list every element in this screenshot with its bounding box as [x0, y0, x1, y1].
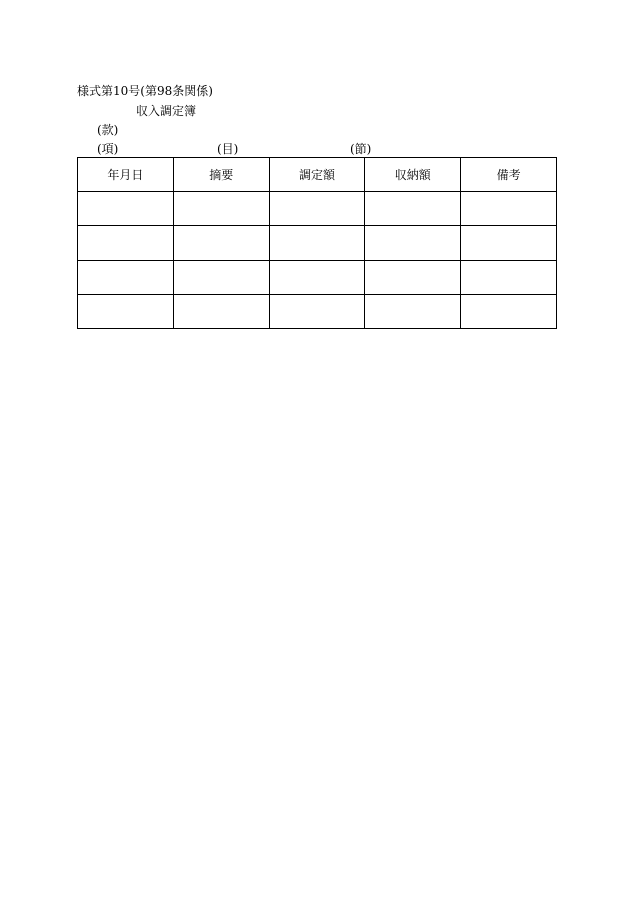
field-label-moku: (目): [217, 142, 239, 156]
field-label-setsu: (節): [350, 142, 372, 156]
table-cell: [269, 192, 365, 226]
table-cell: [461, 294, 557, 328]
header-remarks: 備考: [461, 158, 557, 192]
table-cell: [269, 294, 365, 328]
table-cell: [365, 294, 461, 328]
table-header-row: [78, 158, 557, 192]
field-label-kou: (項): [97, 142, 119, 156]
header-date: 年月日: [78, 158, 174, 192]
table-cell: [269, 226, 365, 260]
header-summary: 摘要: [173, 158, 269, 192]
table-row: [78, 294, 557, 328]
table-cell: [365, 260, 461, 294]
table-cell: [461, 226, 557, 260]
table-cell: [365, 192, 461, 226]
table-cell: [365, 226, 461, 260]
table-cell: [173, 192, 269, 226]
table-cell: [173, 226, 269, 260]
table-cell: [78, 294, 174, 328]
table-cell: [78, 226, 174, 260]
table-cell: [461, 260, 557, 294]
table-cell: [173, 294, 269, 328]
table-cell: [78, 192, 174, 226]
header-received-amount: 収納額: [365, 158, 461, 192]
table-cell: [173, 260, 269, 294]
table-row: [78, 226, 557, 260]
form-number: 様式第10号(第98条関係): [77, 84, 213, 98]
revenue-ledger-table: [77, 157, 557, 329]
table-cell: [461, 192, 557, 226]
header-assessed-amount: 調定額: [269, 158, 365, 192]
table-cell: [78, 260, 174, 294]
table-cell: [269, 260, 365, 294]
field-label-kan: (款): [97, 123, 119, 137]
table-row: [78, 192, 557, 226]
document-title: 収入調定簿: [136, 104, 197, 118]
table-row: [78, 260, 557, 294]
